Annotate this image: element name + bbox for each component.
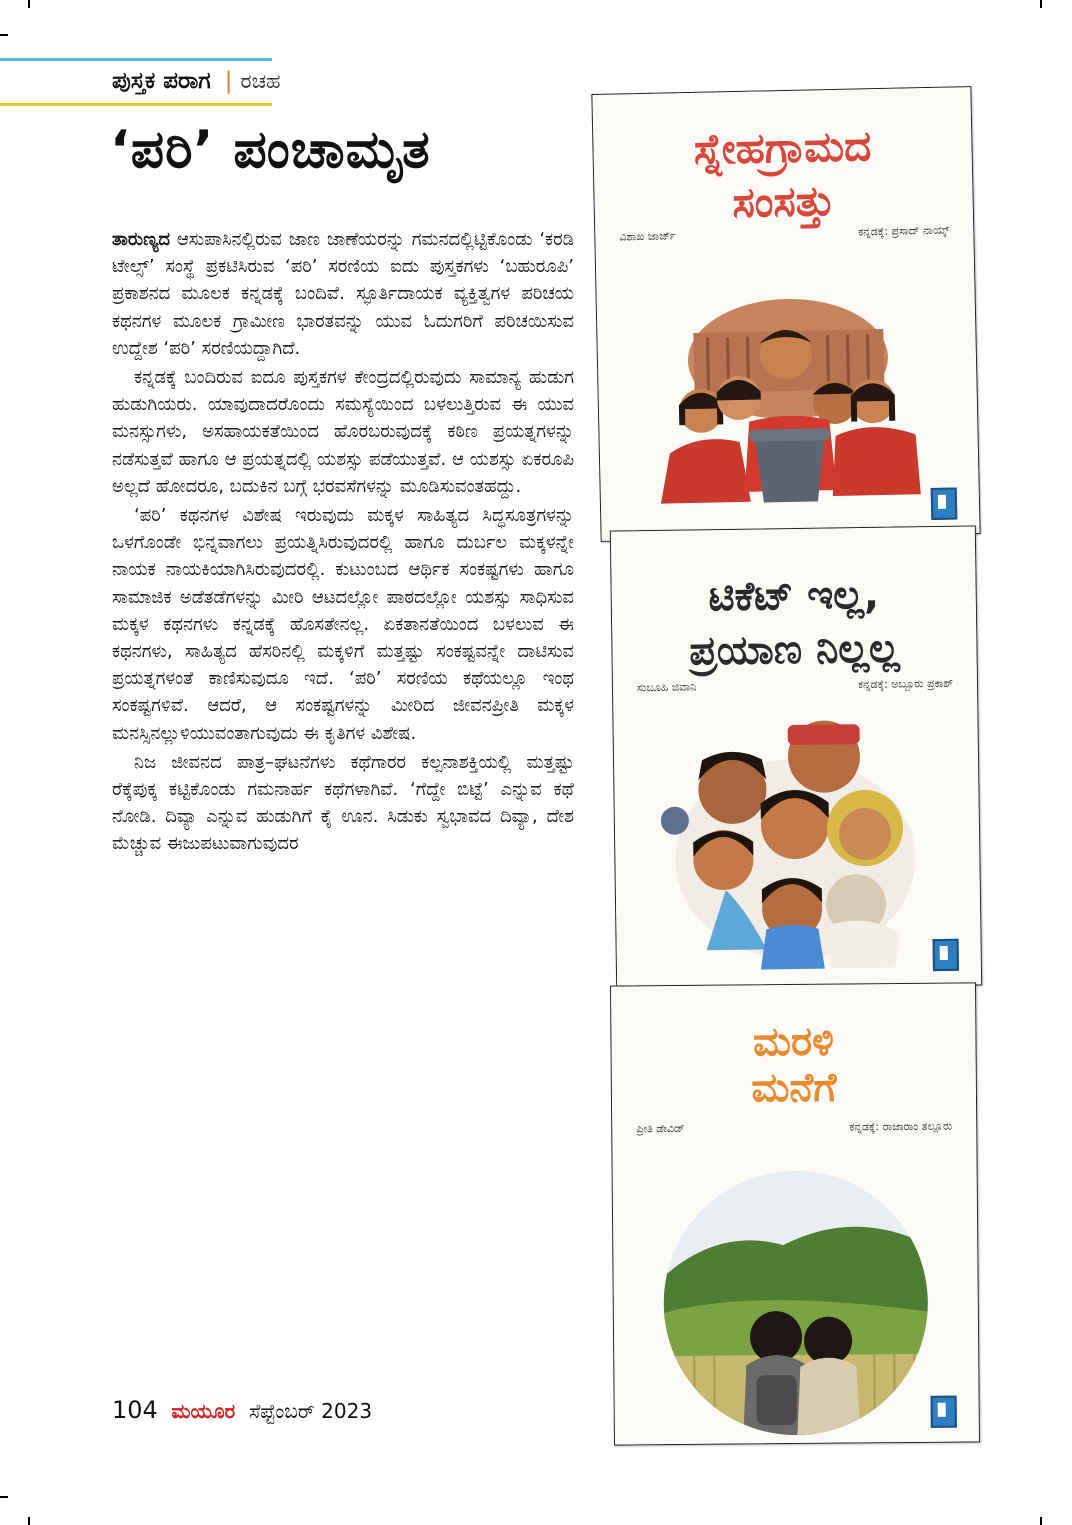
crop-mark xyxy=(1040,0,1042,8)
publisher-logo-icon xyxy=(931,487,958,520)
book-cover-2 xyxy=(610,525,982,990)
book-translator: ಕನ್ನಡಕ್ಕೆ: ರಾಜಾರಾಂ ತಲ್ಲೂರು xyxy=(849,1119,953,1134)
publisher-logo-icon xyxy=(931,1396,957,1428)
crop-mark xyxy=(28,0,30,8)
book-title-line: ಮರಳಿ xyxy=(752,1018,835,1066)
crop-mark xyxy=(1040,1517,1042,1525)
magazine-name: ಮಯೂರ xyxy=(171,1399,236,1423)
paragraph: ಕನ್ನಡಕ್ಕೆ ಬಂದಿರುವ ಐದೂ ಪುಸ್ತಕಗಳ ಕೇಂದ್ರದಲ್ಲಿರುವುದು ಸಾಮಾನ್ಯ ಹುಡುಗ ಹುಡುಗಿಯರು. ಯಾವುದಾದರೊಂದು ಸಮಸ್ಯೆಯಿಂದ ಬಳಲುತ್ತಿರುವ ಈ ಯುವ ಮನಸ್ಸುಗಳು, ಅಸಹಾಯಕತೆಯಿಂದ ಹೊರಬರುವುದಕ್ಕೆ ಕಠಿಣ ಪ್ರಯತ್ನಗಳನ್ನು ನಡೆಸುತ್ತವೆ ಹಾಗೂ ಆ ಪ್ರಯತ್ನದಲ್ಲಿ ಯಶಸ್ಸು ಪಡೆಯುತ್ತವೆ. ಆ ಯಶಸ್ಸು ಏಕರೂಪಿ ಅಲ್ಲದೆ ಹೋದರೂ, ಬದುಕಿನ ಬಗ್ಗೆ ಭರವಸೆಗಳನ್ನು ಮೂಡಿಸುವಂತಹದ್ದು. xyxy=(112,367,574,497)
page-footer xyxy=(112,1396,372,1424)
paragraph: ‘ಪರಿ’ ಕಥನಗಳ ವಿಶೇಷ ಇರುವುದು ಮಕ್ಕಳ ಸಾಹಿತ್ಯದ ಸಿದ್ಧಸೂತ್ರಗಳನ್ನು ಒಳಗೊಂಡೇ ಭಿನ್ನವಾಗಲು ಪ್ರಯತ್ನಿಸಿರುವುದರಲ್ಲಿ ಹಾಗೂ ದುರ್ಬಲ ಮಕ್ಕಳನ್ನೇ ನಾಯಕ ನಾಯಕಿಯಾಗಿಸಿರುವುದರಲ್ಲಿ. ಕುಟುಂಬದ ಆರ್ಥಿಕ ಸಂಕಷ್ಟಗಳು ಹಾಗೂ ಸಾಮಾಜಿಕ ಅಡೆತಡೆಗಳನ್ನು ಮೀರಿ ಆಟದಲ್ಲೋ ಪಾಠದಲ್ಲೋ ಯಶಸ್ಸು ಸಾಧಿಸುವ ಮಕ್ಕಳ ಕಥನಗಳು ಕನ್ನಡಕ್ಕೆ ಹೊಸತೇನಲ್ಲ. ಏಕತಾನತೆಯಿಂದ ಬಳಲುವ ಈ ಕಥನಗಳು, ಸಾಹಿತ್ಯದ ಹೆಸರಿನಲ್ಲಿ ಮಕ್ಕಳಿಗೆ ಮತ್ತಷ್ಟು ಸಂಕಷ್ಟವನ್ನೇ ದಾಟಿಸುವ ಪ್ರಯತ್ನಗಳಂತೆ ಕಾಣಿಸುವುದೂ ಇದೆ. ‘ಪರಿ’ ಸರಣಿಯ ಕಥೆಯಲ್ಲೂ ಇಂಥ ಸಂಕಷ್ಟಗಳಿವೆ. ಆದರೆ, ಆ ಸಂಕಷ್ಟಗಳನ್ನು ಮೀರಿದ ಜೀವನಪ್ರೀತಿ ಮಕ್ಕಳ ಮನಸ್ಸಿನಲ್ಲುಳಿಯುವಂತಾಗುವುದು ಈ ಕೃತಿಗಳ ವಿಶೇಷ. xyxy=(112,505,574,744)
book-translator: ಕನ್ನಡಕ್ಕೆ: ಪ್ರಸಾದ್ ನಾಯ್ಕ್ xyxy=(858,223,950,239)
section-rule-blue xyxy=(0,58,272,61)
book-author: ಸುಬೂಹಿ ಜಿವಾನಿ xyxy=(636,680,697,695)
article-body xyxy=(112,226,574,860)
book-credits xyxy=(636,1120,952,1137)
paragraph: ನಿಜ ಜೀವನದ ಪಾತ್ರ–ಘಟನೆಗಳು ಕಥೆಗಾರರ ಕಲ್ಪನಾಶಕ್ತಿಯಲ್ಲಿ ಮತ್ತಷ್ಟು ರೆಕ್ಕೆಪುಕ್ಕ ಕಟ್ಟಿಕೊಂಡು ಗಮನಾರ್ಹ ಕಥೆಗಳಾಗಿವೆ. ‘ಗೆದ್ದೇ ಬಿಟ್ಟೆ’ ಎನ್ನುವ ಕಥೆ ನೋಡಿ. ದಿವ್ಯಾ ಎನ್ನುವ ಹುಡುಗಿಗೆ ಕೈ ಊನ. ಸಿಡುಕು ಸ್ವಭಾವದ ದಿವ್ಯಾ, ದೇಶ ಮೆಚ್ಚುವ ಈಜುಪಟುವಾಗುವುದರ xyxy=(112,751,574,855)
book-translator: ಕನ್ನಡಕ್ಕೆ: ಅಬ್ಬೂರು ಪ್ರಕಾಶ್ xyxy=(857,676,954,692)
crop-mark xyxy=(0,34,8,36)
publisher-logo-icon xyxy=(933,939,959,971)
page-number: 104 xyxy=(112,1396,158,1424)
book-title-line: ಸಂಸತ್ತು xyxy=(731,175,836,228)
crop-mark xyxy=(0,1496,8,1498)
section-label xyxy=(112,68,281,94)
section-separator: | xyxy=(224,68,233,94)
paragraph-text: ಆಸುಪಾಸಿನಲ್ಲಿರುವ ಜಾಣ ಜಾಣೆಯರನ್ನು ಗಮನದಲ್ಲಿಟ್ಟಿಕೊಂಡು ‘ಕರಡಿ ಟೇಲ್ಸ್’ ಸಂಸ್ಥೆ ಪ್ರಕಟಿಸಿರುವ ‘ಪರಿ’ ಸರಣಿಯ ಐದು ಪುಸ್ತಕಗಳು ‘ಬಹುರೂಪಿ’ ಪ್ರಕಾಶನದ ಮೂಲಕ ಕನ್ನಡಕ್ಕೆ ಬಂದಿವೆ. ಸ್ಫೂರ್ತಿದಾಯಕ ವ್ಯಕ್ತಿತ್ವಗಳ ಪರಿಚಯ ಕಥನಗಳ ಮೂಲಕ ಗ್ರಾಮೀಣ ಭಾರತವನ್ನು ಯುವ ಓದುಗರಿಗೆ ಪರಿಚಯಿಸುವ ಉದ್ದೇಶ ‘ಪರಿ’ ಸರಣಿಯದ್ದಾಗಿದೆ. xyxy=(112,229,574,359)
article-headline: ‘ಪರಿ’ ಪಂಚಾಮೃತ xyxy=(110,120,431,180)
lead-word: ತಾರುಣ್ಯದ xyxy=(112,229,171,250)
paragraph xyxy=(112,226,574,362)
book-author: ವಿಶಾಖ ಜಾರ್ಜ್ xyxy=(619,229,676,244)
book-cover-3 xyxy=(610,982,980,1445)
section-name: ಪುಸ್ತಕ ಪರಾಗ xyxy=(112,68,211,94)
crop-mark xyxy=(28,1517,30,1525)
section-rule-yellow xyxy=(0,103,272,106)
book-title xyxy=(611,1017,976,1112)
book-title-line: ಪ್ರಯಾಣ ನಿಲ್ಲಲ್ಲ xyxy=(689,625,900,675)
book-title xyxy=(611,566,976,679)
book-title-line: ಟಿಕೆಟ್ ಇಲ್ಲ, xyxy=(708,571,880,621)
book-title-line: ಸ್ನೇಹಗ್ರಾಮದ xyxy=(693,121,872,174)
book-cover-1 xyxy=(591,86,980,542)
book-title xyxy=(593,117,973,233)
issue-date: ಸೆಪ್ಟೆಂಬರ್ 2023 xyxy=(248,1399,373,1423)
section-subtitle: ರಚಹ xyxy=(240,69,281,93)
book-author: ಪ್ರೀತಿ ಡೇವಿಡ್ xyxy=(636,1121,685,1136)
book-title-line: ಮನೆಗೆ xyxy=(751,1064,837,1112)
